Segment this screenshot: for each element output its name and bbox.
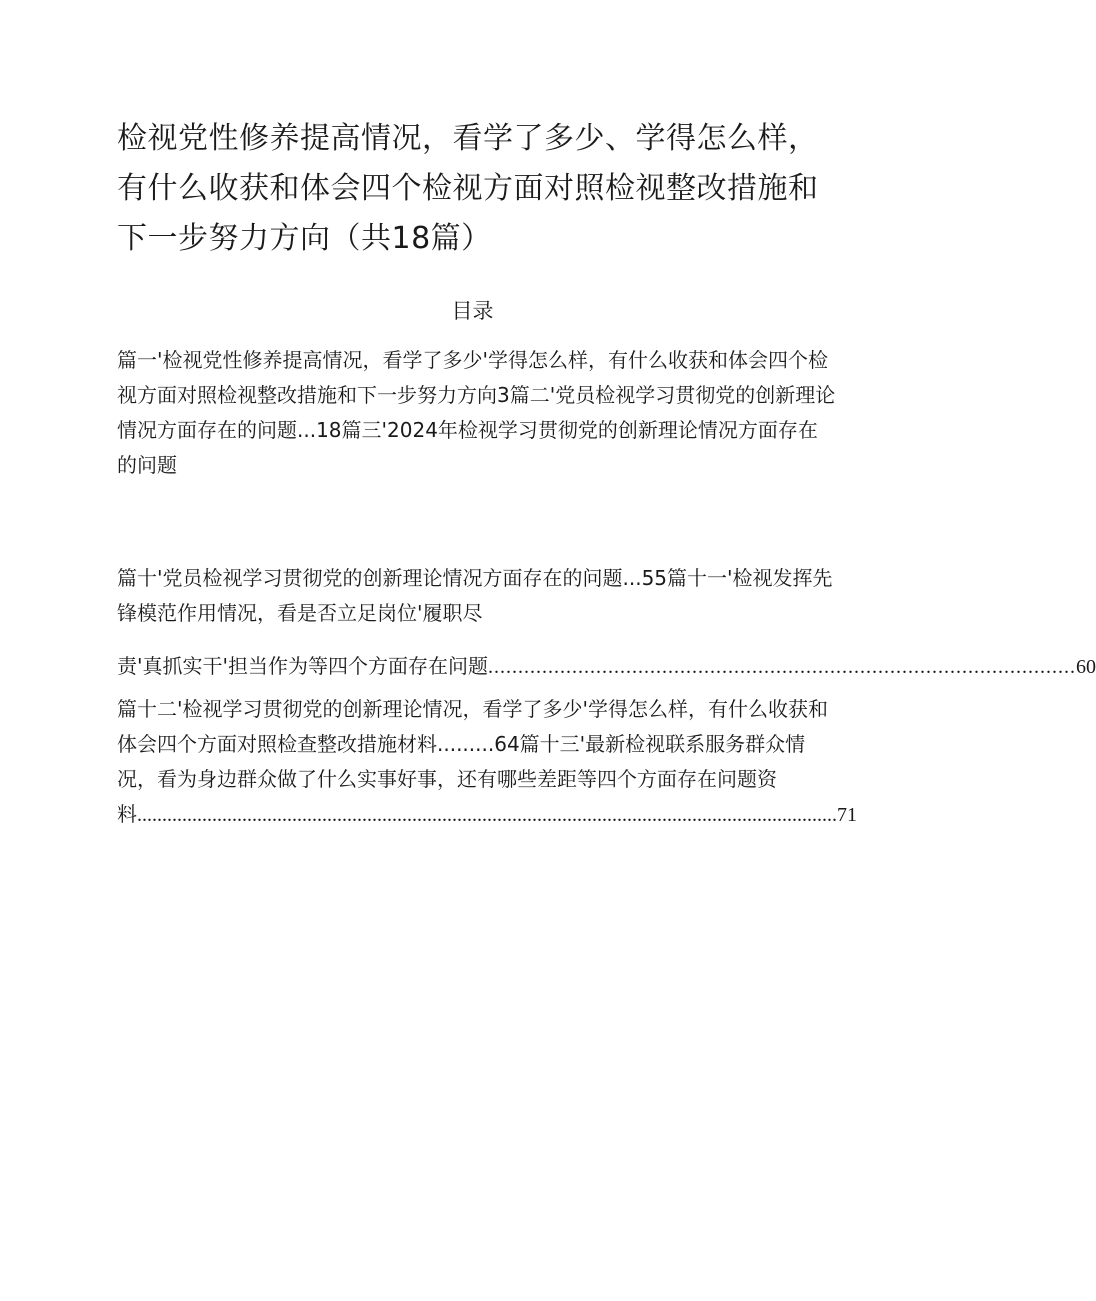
document-title: 检视党性修养提高情况，看学了多少、学得怎么样，有什么收获和体会四个检视方面对照检视整改措施和下一步努力方向（共18篇） [117,121,819,256]
toc-entry-block-4-text: 篇十二'检视学习贯彻党的创新理论情况，看学了多少'学得怎么样，有什么收获和体会四个方面对照检查整改措施材料.........64篇十三'最新检视联系服务群众情况，看为身边群众做了什么实事好事，还有哪些差距等四个方面存在问题资料 [117,697,828,826]
toc-page-number: 71 [837,804,857,826]
toc-entry-line-3 [117,649,1096,685]
toc-leader-dots: ............................................................................................................................................ [137,804,837,826]
toc-entry-block-4 [117,692,857,833]
toc-entry-block-1: 篇一'检视党性修养提高情况，看学了多少'学得怎么样，有什么收获和体会四个检视方面对照检视整改措施和下一步努力方向3篇二'党员检视学习贯彻党的创新理论情况方面存在的问题...18篇三'2024年检视学习贯彻党的创新理论情况方面存在的问题 [117,348,836,477]
toc-entry-block-2: 篇十'党员检视学习贯彻党的创新理论情况方面存在的问题...55篇十一'检视发挥先锋模范作用情况，看是否立足岗位'履职尽 [117,566,833,625]
toc-heading: 目录 [451,299,494,323]
toc-leader-dots: .................................................................................................. [488,656,1076,678]
toc-entry-line-3-text: 责'真抓实干'担当作为等四个方面存在问题 [117,654,488,678]
toc-page-number: 60 [1076,656,1096,678]
